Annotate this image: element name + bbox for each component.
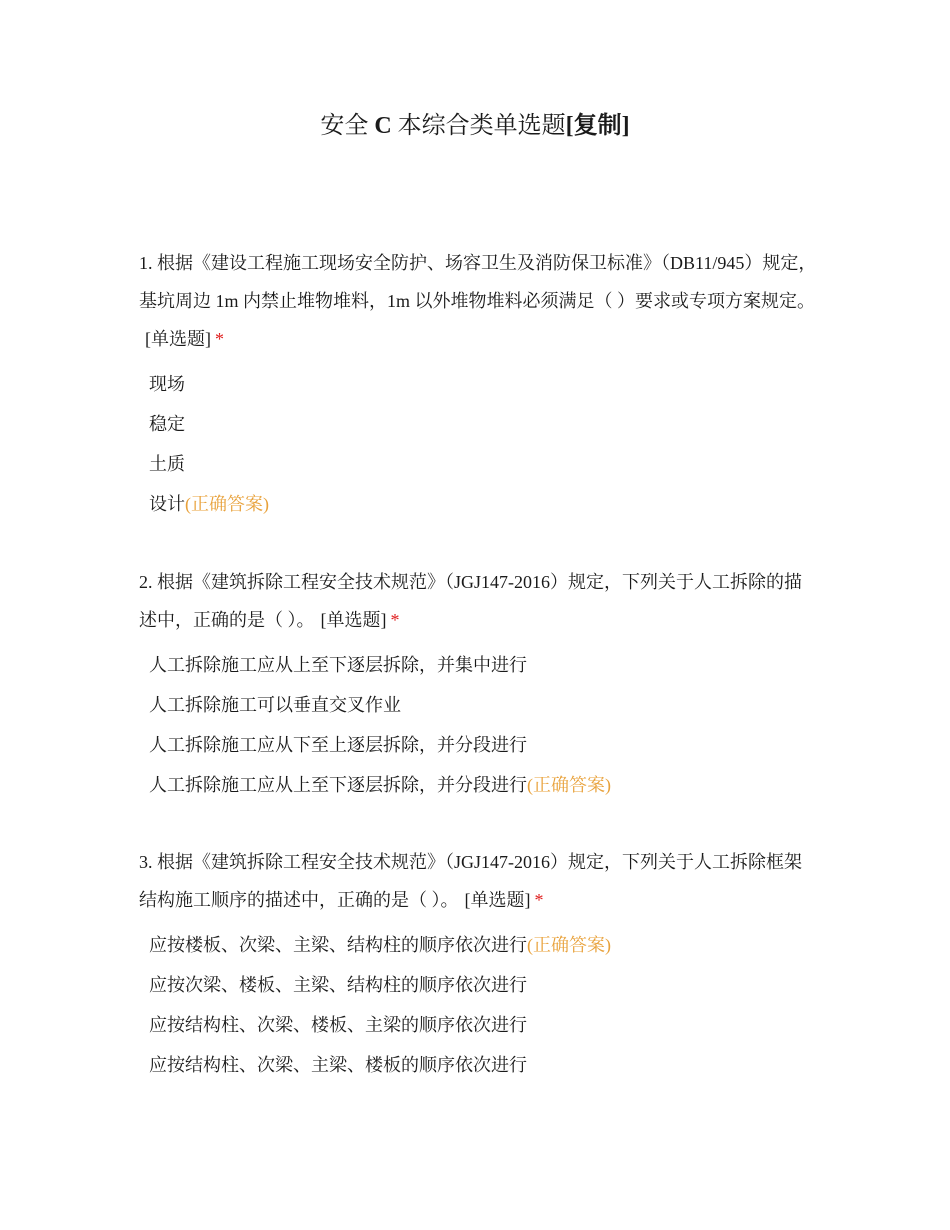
option-text: 土质 — [149, 454, 185, 474]
option-text: 人工拆除施工应从上至下逐层拆除，并集中进行 — [149, 655, 527, 675]
page-title — [0, 108, 950, 144]
option-item — [139, 1005, 819, 1045]
option-item — [139, 484, 819, 524]
option-text: 人工拆除施工应从上至下逐层拆除，并分段进行 — [149, 775, 527, 795]
option-text: 应按次梁、楼板、主梁、结构柱的顺序依次进行 — [149, 975, 527, 995]
option-text: 应按结构柱、次梁、主梁、楼板的顺序依次进行 — [149, 1055, 527, 1075]
option-text: 应按楼板、次梁、主梁、结构柱的顺序依次进行 — [149, 935, 527, 955]
option-item — [139, 1045, 819, 1085]
question-stem — [139, 843, 819, 919]
correct-answer-label: (正确答案) — [527, 935, 611, 955]
question-1 — [139, 244, 819, 524]
question-stem — [139, 244, 819, 358]
question-type-tag: [单选题] — [145, 329, 211, 349]
title-middle: 本综合类单选题 — [397, 113, 566, 139]
question-text: 2. 根据《建筑拆除工程安全技术规范》（JGJ147-2016）规定，下列关于人工拆除的描述中，正确的是（ ）。 — [139, 572, 802, 630]
option-list — [139, 645, 819, 805]
question-3 — [139, 843, 819, 1085]
question-stem — [139, 563, 819, 639]
correct-answer-label: (正确答案) — [527, 775, 611, 795]
option-text: 人工拆除施工可以垂直交叉作业 — [149, 695, 401, 715]
option-item — [139, 925, 819, 965]
option-item — [139, 444, 819, 484]
option-text: 设计 — [149, 494, 185, 514]
required-mark: * — [534, 890, 544, 910]
title-suffix: [复制] — [565, 113, 630, 139]
option-item — [139, 765, 819, 805]
question-text: 3. 根据《建筑拆除工程安全技术规范》（JGJ147-2016）规定，下列关于人工拆除框架结构施工顺序的描述中，正确的是（ ）。 — [139, 852, 802, 910]
option-item — [139, 404, 819, 444]
question-type-tag: [单选题] — [464, 890, 531, 910]
option-item — [139, 965, 819, 1005]
question-2 — [139, 563, 819, 805]
option-text: 稳定 — [149, 414, 185, 434]
option-item — [139, 685, 819, 725]
title-prefix: 安全 — [320, 113, 369, 139]
option-list — [139, 364, 819, 524]
option-text: 现场 — [149, 374, 185, 394]
question-type-tag: [单选题] — [320, 610, 387, 630]
required-mark: * — [215, 329, 224, 349]
option-item — [139, 645, 819, 685]
option-item — [139, 725, 819, 765]
option-item — [139, 364, 819, 404]
question-text: 1. 根据《建设工程施工现场安全防护、场容卫生及消防保卫标准》（DB11/945）规定，基坑周边 1m 内禁止堆物堆料，1m 以外堆物堆料必须满足（ ）要求或专项方案规定。 — [139, 253, 817, 311]
option-text: 应按结构柱、次梁、楼板、主梁的顺序依次进行 — [149, 1015, 527, 1035]
required-mark: * — [390, 610, 400, 630]
title-bold-letter: C — [374, 113, 392, 139]
correct-answer-label: (正确答案) — [185, 494, 269, 514]
option-text: 人工拆除施工应从下至上逐层拆除，并分段进行 — [149, 735, 527, 755]
option-list — [139, 925, 819, 1085]
